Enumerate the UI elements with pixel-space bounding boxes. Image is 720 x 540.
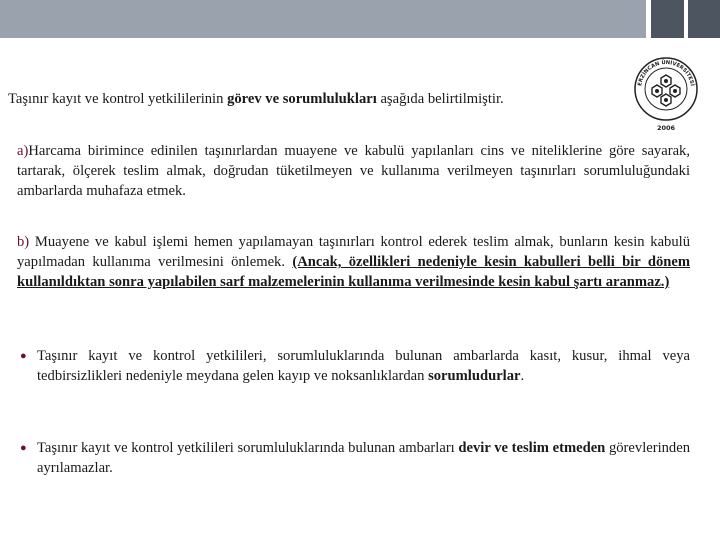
paragraph-b-marker: b) <box>17 234 30 250</box>
heading-bold-text: görev ve sorumlulukları <box>227 91 377 107</box>
page-heading <box>8 89 628 109</box>
bullet-2-end: görevlerinden ayrılamazlar. <box>37 440 691 476</box>
paragraph-b-underlined-note: (Ancak, özellikleri nedeniyle kesin kabulleri belli bir dönem kullanıldıktan sonra yapılabilen sarf malzemelerinin kullanıma verilmesinde kesin kabul şartı aranmaz.) <box>17 254 690 290</box>
top-bar-light <box>0 0 646 38</box>
paragraph-b <box>17 232 690 292</box>
paragraph-a-text: Harcama birimince edinilen taşınırlardan muayene ve kabulü yapılanları cins ve niteliklerine göre sayarak, tartarak, ölçerek teslim almak, doğrudan tüketilmeyen ve kullanıma verilmeyen taşınırları sorumluluğundaki ambarlarda muhafaza etmek. <box>17 143 690 199</box>
heading-text: Taşınır kayıt ve kontrol yetkililerinin <box>8 91 228 107</box>
bullet-item-handover <box>17 438 690 478</box>
bullet-1-bold: sorumludurlar <box>428 368 521 384</box>
bullet-1-end: . <box>520 368 525 384</box>
bullet-icon: ● <box>20 350 27 362</box>
logo-year: 2006 <box>656 124 676 132</box>
top-bar-dark-left <box>651 0 684 38</box>
logo-arc-text: ERZİNCAN ÜNİVERSİTESİ <box>637 59 695 87</box>
paragraph-a <box>17 141 690 201</box>
university-logo <box>633 56 699 134</box>
bullet-item-responsibility <box>17 346 690 386</box>
heading-text-end: aşağıda belirtilmiştir. <box>376 91 504 107</box>
bullet-icon: ● <box>20 442 27 454</box>
bullet-2-text: Taşınır kayıt ve kontrol yetkilileri sorumluluklarında bulunan ambarları <box>37 440 459 456</box>
paragraph-b-text: Muayene ve kabul işlemi hemen yapılamayan taşınırları kontrol ederek teslim almak, bunların kesin kabulü yapılmadan kullanıma verilmesini önlemek. <box>17 234 690 270</box>
bullet-1-text: Taşınır kayıt ve kontrol yetkilileri, sorumluluklarında bulunan ambarlarda kasıt, kusur, ihmal veya tedbirsizlikleri nedeniyle meydana gelen kayıp ve noksanlıklardan <box>37 348 690 384</box>
paragraph-a-marker: a) <box>17 143 29 159</box>
top-banner <box>0 0 720 38</box>
top-bar-dark-right <box>688 0 720 38</box>
bullet-2-bold: devir ve teslim etmeden <box>458 440 606 456</box>
